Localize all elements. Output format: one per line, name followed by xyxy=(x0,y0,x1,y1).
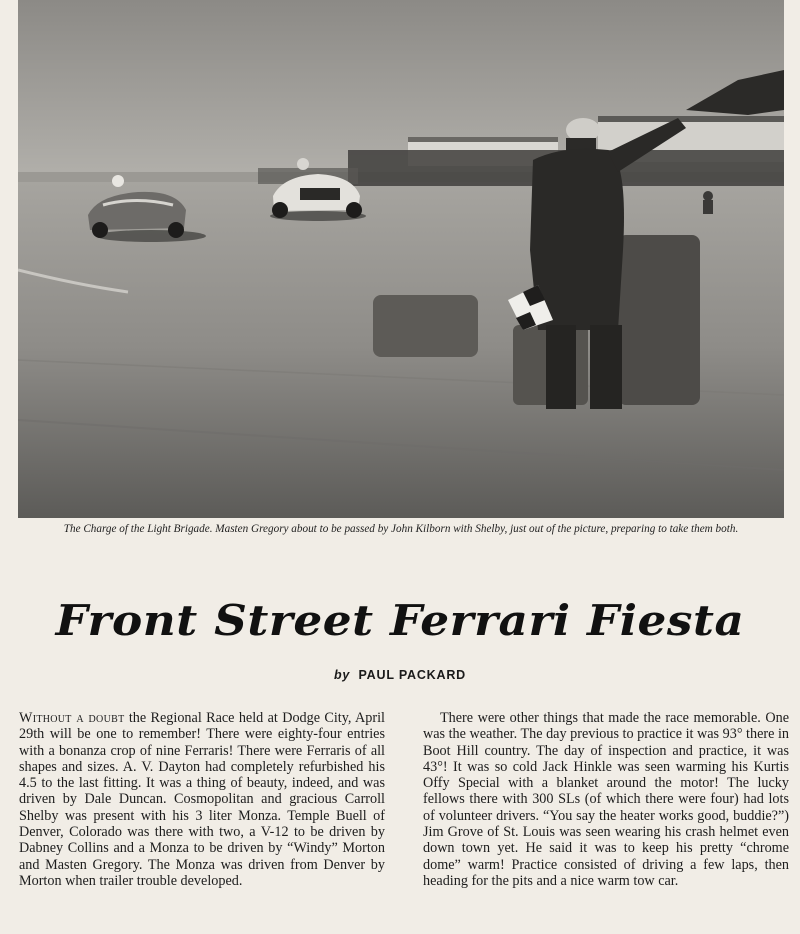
byline-prefix: by xyxy=(334,668,351,682)
hay-bale-small xyxy=(373,295,478,357)
article-column-left xyxy=(19,710,385,889)
author-name: PAUL PACKARD xyxy=(358,668,466,682)
lead-in-text: Without a doubt xyxy=(19,710,125,726)
left-column-body: the Regional Race held at Dodge City, April 29th will be one to remember! There were eighty-four entries with a bonanza crop of nine Ferraris! There were Ferraris of all shapes and sizes. A. V. Dayton had completely refurbished his 4.5 to the last fitting. It was a thing of beauty, indeed, and was driven by Dale Duncan. Cosmopolitan and gracious Carroll Shelby was present with his 3 liter Monza. Temple Buell of Denver, Colorado was there with two, a V-12 to be driven by Dabney Collins and a Monza to be driven by “Windy” Morton and Masten Gregory. The Monza was driven from Denver by Morton when trailer trouble developed. xyxy=(19,710,385,889)
photo-caption: The Charge of the Light Brigade. Masten Gregory about to be passed by John Kilborn with Shelby, just out of the picture, preparing to take them both. xyxy=(63,523,739,535)
hay-bale-large xyxy=(618,235,700,405)
race-photo xyxy=(18,0,784,518)
byline xyxy=(0,668,800,682)
article-title: Front Street Ferrari Fiesta xyxy=(55,596,745,645)
article-column-right: There were other things that made the race memorable. One was the weather. The day previous to practice it was 93° there in Boot Hill country. The day of inspection and practice, it was 43°! It was so cold Jack Hinkle was seen warming his Kurtis Offy Special with a blanket around the motor! The lucky fellows there with 300 SLs (of which there were four) had lots of volunteer drivers. “You say the heater works good, buddie?”) Jim Grove of St. Louis was seen wearing his crash helmet even down town yet. He said it was to keep his pretty “chrome dome” warm! Practice consisted of driving a few laps, then heading for the pits and a nice warm tow car. xyxy=(423,710,789,889)
